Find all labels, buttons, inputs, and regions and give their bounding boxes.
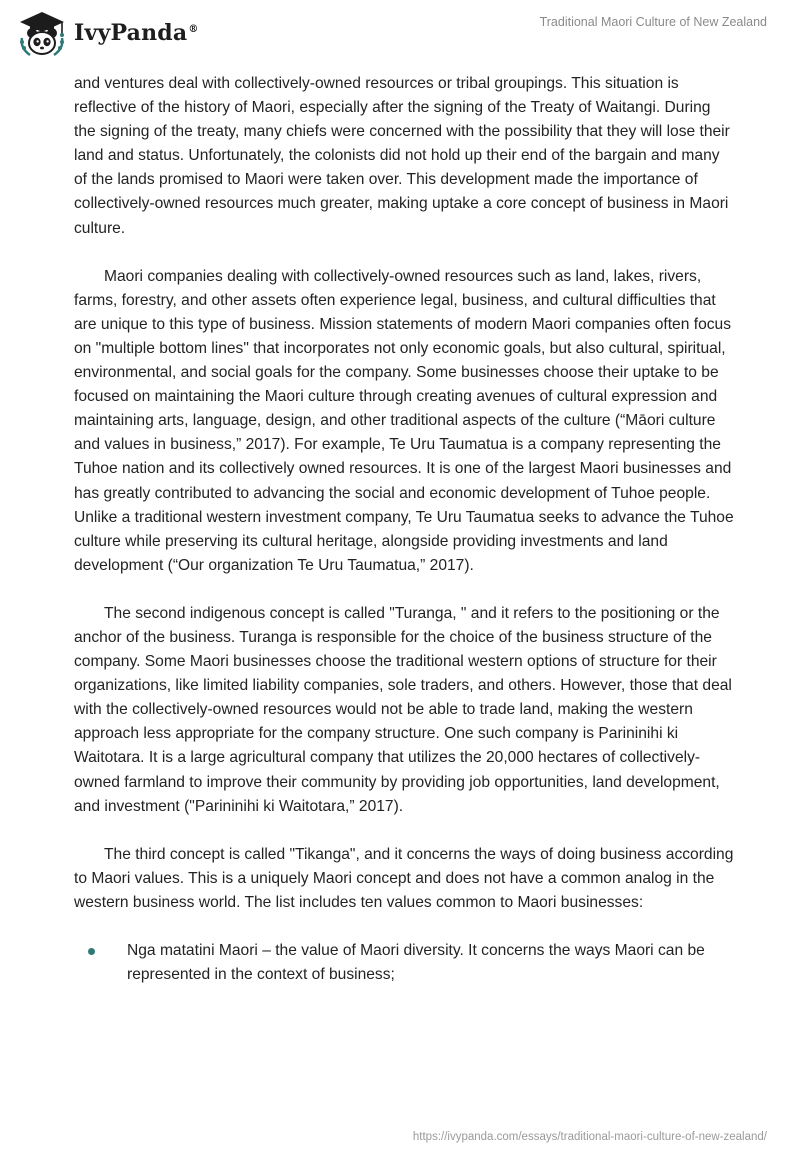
document-title: Traditional Maori Culture of New Zealand (539, 15, 767, 29)
list-item-text: Nga matatini Maori – the value of Maori diversity. It concerns the ways Maori can be represented in the context of business; (127, 942, 705, 984)
paragraph: The second indigenous concept is called "Turanga, " and it refers to the positioning or the anchor of the business. Turanga is responsible for the choice of the business structure of the company. Some Maori businesses choose the traditional western options of structure for their organizations, like limited liability companies, sole traders, and others. However, those that deal with the collectively-owned resources would not be able to trade land, making the western approach less appropriate for the company structure. One such company is Parininihi ki Waitotara. It is a large agricultural company that utilizes the 20,000 hectares of collectively-owned farmland to improve their community by providing job opportunities, land development, and investment ("Parininihi ki Waitotara,” 2017). (74, 604, 732, 815)
paragraph: The third concept is called "Tikanga", and it concerns the ways of doing business according to Maori values. This is a uniquely Maori concept and does not have a common analog in the western business world. The list includes ten values common to Maori businesses: (74, 845, 734, 911)
brand-text: IvyPanda (74, 20, 188, 46)
essay-body (74, 72, 734, 987)
ivypanda-logo[interactable] (14, 8, 199, 58)
list-item (74, 939, 734, 987)
paragraph: Maori companies dealing with collectively-owned resources such as land, lakes, rivers, farms, forestry, and other assets often experience legal, business, and cultural difficulties that are unique to this type of business. Mission statements of modern Maori companies often focus on "multiple bottom lines" that incorporates not only economic goals, but also cultural, spiritual, environmental, and social goals for the company. Some businesses choose their uptake to be focused on maintaining the Maori culture through creating avenues of cultural expression and maintaining arts, language, design, and other traditional aspects of the culture (“Māori culture and values in business,” 2017). For example, Te Uru Taumatua is a company representing the Tuhoe nation and its collectively owned resources. It is one of the largest Maori businesses and has greatly contributed to advancing the social and economic development of Tuhoe people. Unlike a traditional western investment company, Te Uru Taumatua seeks to advance the Tuhoe culture while preserving its cultural heritage, alongside providing investments and land development (“Our organization Te Uru Taumatua,” 2017). (74, 267, 734, 574)
tikanga-values-list (74, 939, 734, 987)
panda-graduate-icon (14, 8, 70, 58)
paragraph: and ventures deal with collectively-owned resources or tribal groupings. This situation is reflective of the history of Maori, especially after the signing of the Treaty of Waitangi. During the signing of the treaty, many chiefs were concerned with the possibility that they will lose their land and status. Unfortunately, the colonists did not hold up their end of the bargain and many of the lands promised to Maori were taken over. This development made the importance of collectively-owned resources much greater, making uptake a core concept of business in Maori culture. (74, 75, 730, 237)
bullet-icon (88, 948, 95, 955)
page-header (0, 0, 800, 70)
registered-mark: ® (188, 23, 199, 35)
source-url[interactable]: https://ivypanda.com/essays/traditional-maori-culture-of-new-zealand/ (412, 1131, 767, 1143)
brand-name (74, 20, 199, 46)
